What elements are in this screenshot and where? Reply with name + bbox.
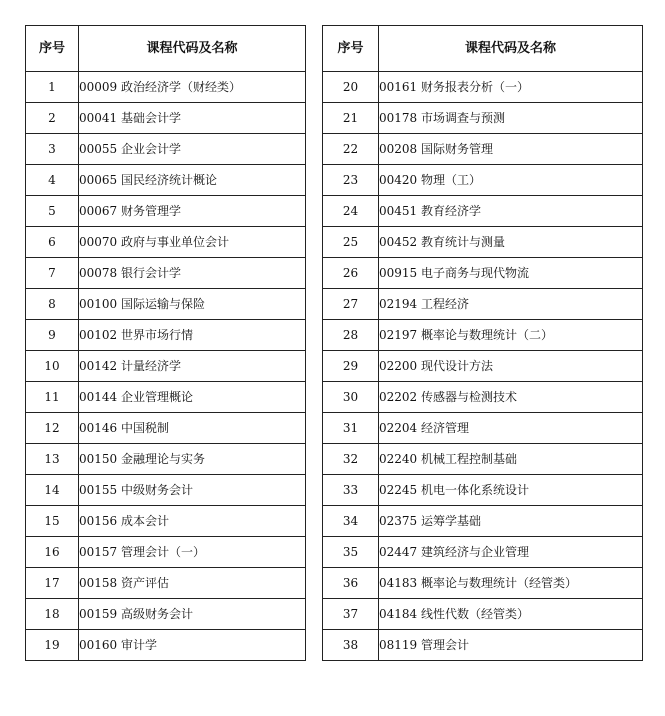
row-index: 33 bbox=[323, 475, 379, 506]
course-name: 02200 现代设计方法 bbox=[379, 351, 643, 382]
table-row bbox=[323, 382, 643, 413]
row-index: 25 bbox=[323, 227, 379, 258]
row-index: 20 bbox=[323, 72, 379, 103]
row-index: 34 bbox=[323, 506, 379, 537]
table-row bbox=[323, 227, 643, 258]
course-name: 00161 财务报表分析（一） bbox=[379, 72, 643, 103]
row-index: 6 bbox=[26, 227, 79, 258]
course-name: 00159 高级财务会计 bbox=[79, 599, 306, 630]
row-index: 19 bbox=[26, 630, 79, 661]
course-header: 课程代码及名称 bbox=[379, 26, 643, 72]
row-index: 13 bbox=[26, 444, 79, 475]
course-name: 02447 建筑经济与企业管理 bbox=[379, 537, 643, 568]
row-index: 17 bbox=[26, 568, 79, 599]
table-row bbox=[26, 413, 306, 444]
table-row bbox=[323, 165, 643, 196]
course-name: 00070 政府与事业单位会计 bbox=[79, 227, 306, 258]
row-index: 12 bbox=[26, 413, 79, 444]
course-name: 04183 概率论与数理统计（经管类） bbox=[379, 568, 643, 599]
course-name: 00067 财务管理学 bbox=[79, 196, 306, 227]
row-index: 18 bbox=[26, 599, 79, 630]
course-name: 00158 资产评估 bbox=[79, 568, 306, 599]
row-index: 23 bbox=[323, 165, 379, 196]
table-row bbox=[26, 599, 306, 630]
row-index: 7 bbox=[26, 258, 79, 289]
course-name: 00078 银行会计学 bbox=[79, 258, 306, 289]
row-index: 28 bbox=[323, 320, 379, 351]
course-name: 00065 国民经济统计概论 bbox=[79, 165, 306, 196]
course-name: 00420 物理（工） bbox=[379, 165, 643, 196]
table-row bbox=[26, 382, 306, 413]
row-index: 4 bbox=[26, 165, 79, 196]
row-index: 11 bbox=[26, 382, 79, 413]
row-index: 38 bbox=[323, 630, 379, 661]
table-row bbox=[323, 413, 643, 444]
table-body-right bbox=[323, 72, 643, 661]
table-row bbox=[26, 537, 306, 568]
course-name: 00100 国际运输与保险 bbox=[79, 289, 306, 320]
course-name: 00160 审计学 bbox=[79, 630, 306, 661]
course-name: 00157 管理会计（一） bbox=[79, 537, 306, 568]
table-row bbox=[26, 196, 306, 227]
table-row bbox=[323, 568, 643, 599]
table-row bbox=[323, 506, 643, 537]
course-name: 00144 企业管理概论 bbox=[79, 382, 306, 413]
course-name: 00041 基础会计学 bbox=[79, 103, 306, 134]
row-index: 2 bbox=[26, 103, 79, 134]
course-name: 00102 世界市场行情 bbox=[79, 320, 306, 351]
row-index: 1 bbox=[26, 72, 79, 103]
row-index: 8 bbox=[26, 289, 79, 320]
table-row bbox=[26, 475, 306, 506]
table-row bbox=[323, 444, 643, 475]
row-index: 24 bbox=[323, 196, 379, 227]
table-row bbox=[323, 630, 643, 661]
course-name: 08119 管理会计 bbox=[379, 630, 643, 661]
table-row bbox=[323, 599, 643, 630]
row-index: 26 bbox=[323, 258, 379, 289]
row-index: 31 bbox=[323, 413, 379, 444]
row-index: 9 bbox=[26, 320, 79, 351]
row-index: 29 bbox=[323, 351, 379, 382]
course-name: 00155 中级财务会计 bbox=[79, 475, 306, 506]
row-index: 15 bbox=[26, 506, 79, 537]
row-index: 3 bbox=[26, 134, 79, 165]
table-row bbox=[26, 351, 306, 382]
table-row bbox=[26, 227, 306, 258]
course-name: 00452 教育统计与测量 bbox=[379, 227, 643, 258]
course-name: 00146 中国税制 bbox=[79, 413, 306, 444]
table-row bbox=[26, 289, 306, 320]
table-row bbox=[26, 320, 306, 351]
course-name: 02194 工程经济 bbox=[379, 289, 643, 320]
row-index: 16 bbox=[26, 537, 79, 568]
row-index: 32 bbox=[323, 444, 379, 475]
course-name: 00915 电子商务与现代物流 bbox=[379, 258, 643, 289]
course-name: 00178 市场调查与预测 bbox=[379, 103, 643, 134]
row-index: 36 bbox=[323, 568, 379, 599]
table-row bbox=[26, 103, 306, 134]
table-row bbox=[26, 134, 306, 165]
course-table-left bbox=[25, 25, 306, 661]
table-row bbox=[323, 72, 643, 103]
table-row bbox=[323, 351, 643, 382]
course-name: 00009 政治经济学（财经类） bbox=[79, 72, 306, 103]
course-name: 00150 金融理论与实务 bbox=[79, 444, 306, 475]
row-index: 37 bbox=[323, 599, 379, 630]
course-name: 00451 教育经济学 bbox=[379, 196, 643, 227]
row-index: 30 bbox=[323, 382, 379, 413]
course-table-right bbox=[322, 25, 643, 661]
course-name: 00142 计量经济学 bbox=[79, 351, 306, 382]
table-row bbox=[26, 506, 306, 537]
row-index: 21 bbox=[323, 103, 379, 134]
table-row bbox=[323, 196, 643, 227]
course-name: 02202 传感器与检测技术 bbox=[379, 382, 643, 413]
row-index: 27 bbox=[323, 289, 379, 320]
row-index: 14 bbox=[26, 475, 79, 506]
course-name: 02240 机械工程控制基础 bbox=[379, 444, 643, 475]
course-name: 02375 运筹学基础 bbox=[379, 506, 643, 537]
table-header-row bbox=[26, 26, 306, 72]
table-row bbox=[323, 103, 643, 134]
course-name: 02197 概率论与数理统计（二） bbox=[379, 320, 643, 351]
table-row bbox=[26, 72, 306, 103]
row-index: 35 bbox=[323, 537, 379, 568]
course-name: 04184 线性代数（经管类） bbox=[379, 599, 643, 630]
row-index: 5 bbox=[26, 196, 79, 227]
index-header: 序号 bbox=[323, 26, 379, 72]
table-row bbox=[26, 630, 306, 661]
table-row bbox=[26, 444, 306, 475]
course-name: 00156 成本会计 bbox=[79, 506, 306, 537]
row-index: 10 bbox=[26, 351, 79, 382]
course-name: 00055 企业会计学 bbox=[79, 134, 306, 165]
table-row bbox=[323, 289, 643, 320]
table-row bbox=[323, 475, 643, 506]
table-row bbox=[26, 165, 306, 196]
table-body-left bbox=[26, 72, 306, 661]
table-row bbox=[323, 320, 643, 351]
table-row bbox=[323, 537, 643, 568]
course-name: 00208 国际财务管理 bbox=[379, 134, 643, 165]
table-header-row bbox=[323, 26, 643, 72]
course-name: 02245 机电一体化系统设计 bbox=[379, 475, 643, 506]
index-header: 序号 bbox=[26, 26, 79, 72]
row-index: 22 bbox=[323, 134, 379, 165]
table-row bbox=[323, 258, 643, 289]
course-header: 课程代码及名称 bbox=[79, 26, 306, 72]
table-row bbox=[26, 258, 306, 289]
table-row bbox=[26, 568, 306, 599]
table-row bbox=[323, 134, 643, 165]
course-name: 02204 经济管理 bbox=[379, 413, 643, 444]
